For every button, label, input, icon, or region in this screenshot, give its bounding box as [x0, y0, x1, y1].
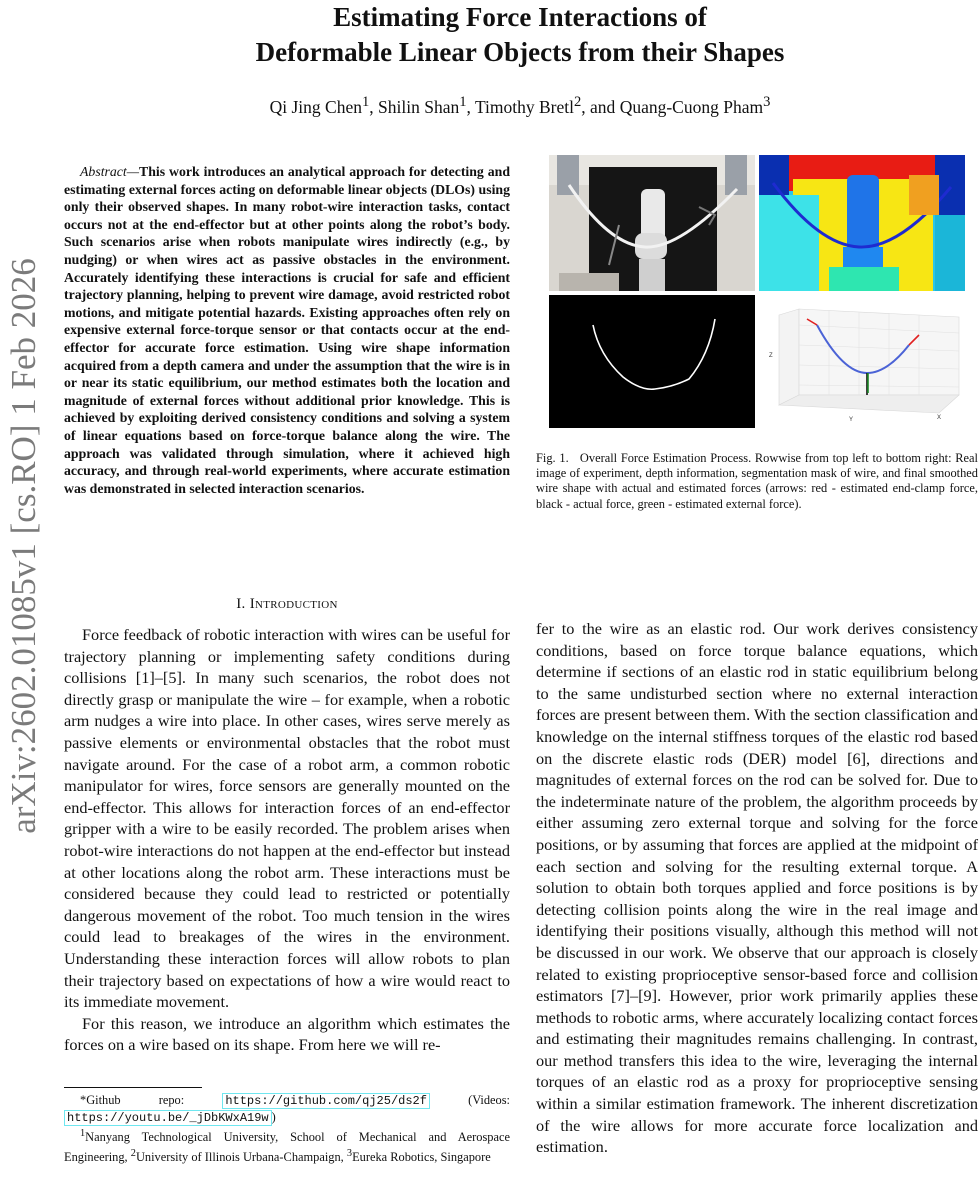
- aff-2-number: 2: [130, 1147, 136, 1159]
- section-number: I.: [236, 596, 246, 612]
- figure-caption: [536, 451, 978, 512]
- aff-2: University of Illinois Urbana-Champaign,: [135, 1150, 347, 1165]
- videos-link[interactable]: https://youtu.be/_jDbKWxA19w: [64, 1110, 272, 1126]
- github-prefix: *Github repo:: [80, 1093, 223, 1107]
- intro-paragraph-2-continued: fer to the wire as an elastic rod. Our work derives consistency conditions, based on force torque balance equations, which determine if sections of an elastic rod in static equilibrium belong to the same undisturbed section where no external interaction forces are present between them. With the section classification and knowledge on the internal stiffness torques of the elastic rod based on the discrete elastic rods (DER) model [6], directions and magnitudes of external forces on the rod can be solved for. Due to the indeterminate nature of the problem, the algorithm proceeds by either assuming zero external torque and solving for the force positions, or by assuming that forces are applied at the midpoint of each section and solving for the resulting external torque. A solution to obtain both torques applied and force positions is by detecting collision points along the wire in the real image and identifying their positions visually, although this method will not be discussed in our work. We observe that our approach is closely related to existing proprioceptive sensor-based force and collision estimators [7]–[9]. However, prior work primarily applies these methods to robotic arms, where accurately localizing contact forces and estimating their magnitudes remains challenging. In contrast, our method transfers this idea to the wire, leveraging the internal torques of an elastic rod as a proxy for proprioceptive sensing within a similar estimation framework. The inherent discretization of the wire allows for more accurate force localization and estimation.: [536, 619, 978, 1157]
- real-image-graphic: [549, 155, 755, 291]
- footnote-affiliations: [64, 1126, 510, 1165]
- section-heading: [64, 596, 510, 613]
- intro-paragraph-1: Force feedback of robotic interaction with wires can be useful for trajectory planning or implementing safety conditions during collisions [1]–[5]. In many such scenarios, the robot does not directly grasp or manipulate the wire – for example, when a robotic arm nudges a wire into place. In other cases, wires serve merely as passive elements or environmental obstacles that the robot must navigate around. For the case of a robot arm, a common robotic manipulator for wires, force sensors are generally mounted on the end-effector. This allows for interaction forces of an end-effector gripper with a wire to be easily recorded. The problem arises when robot-wire interactions do not happen at the end-effector but instead at other locations along the robot arm. These interactions must be considered because they could lead to restricted or potentially dangerous movement of the robot. Too much tension in the wires could lead to breakages of the wires in the environment. Understanding these interaction forces will allow robots to plan their trajectory based on expectations of how a wire would react to its immediate movement.: [64, 625, 510, 1012]
- aff-3-number: 3: [346, 1147, 353, 1159]
- author-3-affiliation: 2: [573, 94, 582, 110]
- author-2-affiliation: 1: [459, 94, 467, 110]
- segmentation-mask-graphic: [549, 295, 755, 428]
- footnotes: [64, 1093, 510, 1166]
- author-conjunction: and: [590, 96, 620, 117]
- title-line-2: Deformable Linear Objects from their Shapes: [255, 37, 785, 67]
- author-list: Qi Jing Chen$^1$, Shilin Shan$^1$, Timothy Bretl$^2$, and Quang-Cuong Pham$^3$: [269, 94, 771, 117]
- footnote-rule: [64, 1087, 202, 1088]
- author-4: Quang-Cuong Pham: [619, 96, 764, 117]
- title-line-1: Estimating Force Interactions of: [333, 2, 707, 32]
- plot-y-axis-label: Y: [849, 417, 854, 423]
- author-1: Qi Jing Chen: [269, 96, 362, 117]
- abstract-dash: —: [126, 164, 140, 179]
- github-link[interactable]: https://github.com/qj25/ds2f: [222, 1093, 430, 1109]
- videos-prefix: (Videos:: [429, 1093, 510, 1107]
- videos-suffix: ): [271, 1109, 276, 1124]
- real-image-panel: [549, 155, 755, 291]
- arxiv-stamp-text: arXiv:2602.01085v1 [cs.RO] 1 Feb 2026: [4, 258, 44, 834]
- intro-right-column: [536, 618, 978, 1158]
- abstract-text: This work introduces an analytical approach for detecting and estimating external forces acting on deformable linear objects (DLOs) using only their observed shapes. In many robot-wire interaction tasks, contact occurs not at the end-effector but at other points along the robot’s body. Such scenarios arise when robots manipulate wires indirectly (e.g., by nudging) or when wires act as passive obstacles in the environment. Accurately identifying these interactions is crucial for safe and efficient trajectory planning, helping to prevent wire damage, avoid restricted robot motions, and mitigate potential hazards. Existing approaches often rely on expensive external force-torque sensor or that contacts occur at the end-effector for accurate force estimation. Using wire shape information acquired from a depth camera and under the assumption that the wire is in or near its static equilibrium, our method estimates both the location and magnitude of external forces without additional prior knowledge. This is achieved by exploiting derived consistency conditions and solving a system of linear equations based on force-torque balance along the wire. The approach was validated through simulation, where it achieved high accuracy, and through real-world experiments, where accurate estimation was demonstrated in selected interaction scenarios.: [64, 164, 510, 496]
- aff-3: Eureka Robotics, Singapore: [352, 1150, 491, 1165]
- intro-paragraph-2: For this reason, we introduce an algorithm which estimates the forces on a wire based on its shape. From here we will re-: [64, 1013, 510, 1055]
- depth-image-graphic: [759, 155, 965, 291]
- paper-title: [60, 0, 979, 70]
- figure-1: [549, 155, 965, 428]
- author-2: Shilin Shan: [378, 96, 460, 117]
- author-3: Timothy Bretl: [474, 96, 574, 117]
- segmentation-mask-panel: [549, 295, 755, 428]
- plot-x-axis-label: X: [937, 415, 942, 421]
- aff-1-number: 1: [80, 1128, 86, 1140]
- arxiv-stamp: [4, 236, 44, 856]
- wire-shape-plot: [759, 295, 965, 428]
- caption-label: Fig. 1.: [536, 451, 569, 465]
- plot-z-axis-label: Z: [769, 353, 773, 359]
- intro-left-column: [64, 624, 510, 1056]
- abstract: [64, 163, 510, 497]
- aff-1: Nanyang Technological University, School of Mechanical and Aerospace Engineering,: [64, 1130, 510, 1165]
- section-title-text: Introduction: [249, 596, 338, 612]
- depth-image-panel: [759, 155, 965, 291]
- abstract-label: Abstract: [80, 164, 127, 179]
- author-4-affiliation: 3: [763, 94, 771, 110]
- wire-shape-plot-panel: [759, 295, 965, 428]
- footnote-github: [64, 1093, 510, 1126]
- author-1-affiliation: 1: [361, 94, 370, 110]
- caption-text: Overall Force Estimation Process. Rowwise from top left to bottom right: Real image of experiment, depth information, segmentation mask of wire, and final smoothed wire shape with actual and estimated forces (arrows: red - estimated end-clamp force, black - actual force, green - estimated external force).: [536, 451, 978, 511]
